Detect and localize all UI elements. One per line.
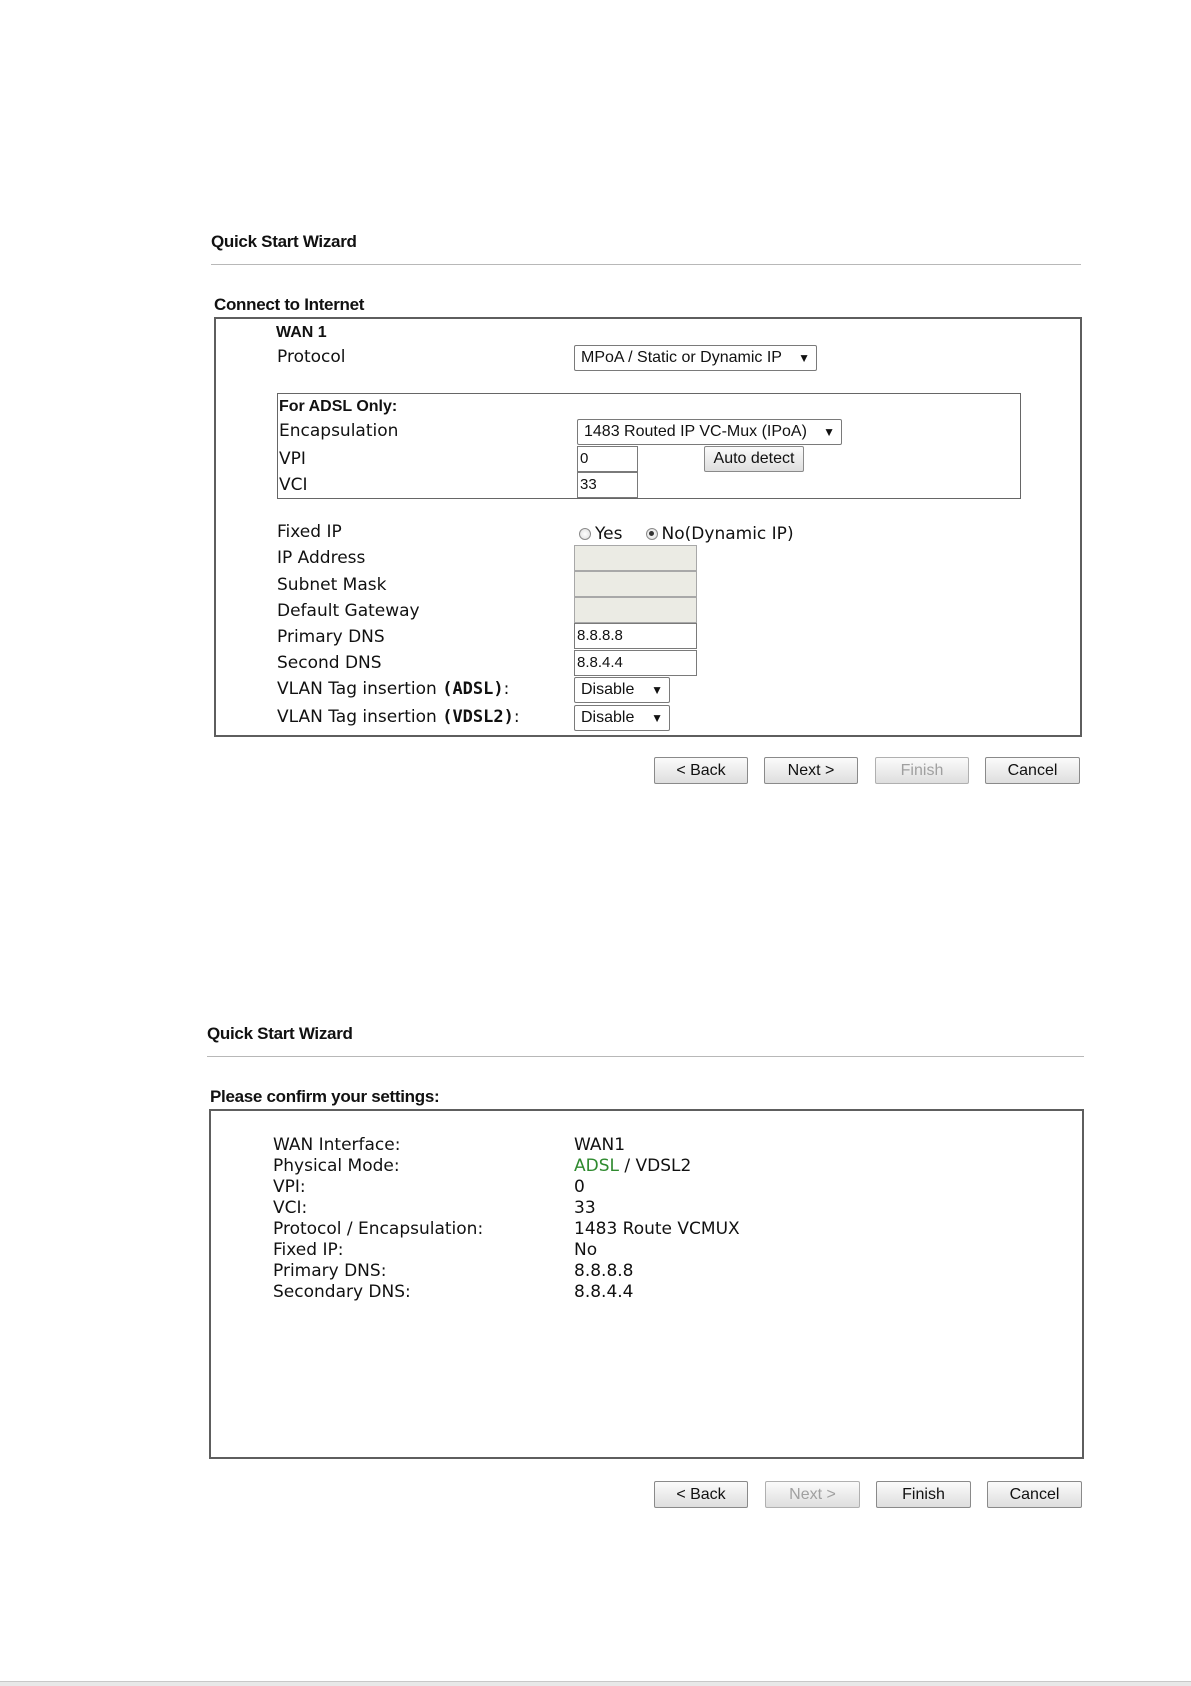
second-dns-label: Second DNS: [277, 653, 382, 673]
vlan-adsl-label-colon: :: [503, 679, 510, 699]
fixed-ip-yes-label: Yes: [595, 523, 623, 544]
dropdown-arrow-icon: ▼: [651, 683, 663, 697]
primary-dns-input[interactable]: 8.8.8.8: [574, 623, 697, 649]
page-bottom-edge: [0, 1681, 1191, 1686]
fixed-ip-no-label: No(Dynamic IP): [661, 523, 794, 544]
vlan-vdsl-select[interactable]: [574, 705, 670, 731]
vpi-label: VPI: [279, 449, 306, 469]
vlan-vdsl-label-colon: :: [513, 707, 520, 727]
protocol-select[interactable]: [574, 345, 817, 371]
wan-interface-label: WAN Interface:: [273, 1135, 401, 1155]
next-button[interactable]: Next >: [764, 757, 858, 784]
fixed-ip-value: No: [574, 1240, 598, 1260]
vlan-adsl-select-value: Disable: [581, 681, 635, 698]
title-divider: [211, 264, 1081, 265]
vlan-adsl-label-bold: (ADSL): [442, 679, 504, 699]
adsl-heading: For ADSL Only:: [279, 398, 398, 415]
title-divider: [207, 1056, 1084, 1057]
secondary-dns-label: Secondary DNS:: [273, 1282, 411, 1302]
second-dns-input[interactable]: 8.8.4.4: [574, 650, 697, 676]
cancel-button[interactable]: Cancel: [987, 1481, 1082, 1508]
vci-label: VCI:: [273, 1198, 308, 1218]
vpi-input[interactable]: 0: [577, 446, 638, 472]
encapsulation-label: Encapsulation: [279, 421, 399, 441]
vlan-vdsl-label-bold: (VDSL2): [442, 707, 514, 727]
fixed-ip-no-radio[interactable]: [646, 528, 658, 540]
physical-mode-value: [574, 1156, 691, 1176]
subnet-mask-label: Subnet Mask: [277, 575, 387, 595]
back-button[interactable]: < Back: [654, 1481, 748, 1508]
wan-interface-value: WAN1: [574, 1135, 626, 1155]
dropdown-arrow-icon: ▼: [651, 711, 663, 725]
cancel-button[interactable]: Cancel: [985, 757, 1080, 784]
wan-label: WAN 1: [276, 324, 327, 341]
section-title: Connect to Internet: [214, 295, 365, 314]
physical-mode-active: ADSL: [574, 1156, 619, 1176]
next-button[interactable]: Next >: [765, 1481, 860, 1508]
finish-button[interactable]: Finish: [875, 757, 969, 784]
vci-label: VCI: [279, 475, 308, 495]
dropdown-arrow-icon: ▼: [798, 351, 810, 365]
fixed-ip-yes-radio[interactable]: [579, 528, 591, 540]
ip-address-input[interactable]: [574, 545, 697, 571]
physical-mode-label: Physical Mode:: [273, 1156, 400, 1176]
protocol-label: Protocol / Encapsulation:: [273, 1219, 484, 1239]
fixed-ip-label: Fixed IP: [277, 522, 342, 542]
protocol-label: Protocol: [277, 347, 346, 367]
protocol-select-value: MPoA / Static or Dynamic IP: [581, 349, 782, 366]
vlan-vdsl-label: [277, 707, 520, 727]
protocol-value: 1483 Route VCMUX: [574, 1219, 740, 1239]
vlan-adsl-select[interactable]: [574, 677, 670, 703]
encapsulation-select[interactable]: [577, 419, 842, 445]
fixed-ip-label: Fixed IP:: [273, 1240, 344, 1260]
finish-button[interactable]: Finish: [876, 1481, 971, 1508]
default-gateway-input[interactable]: [574, 597, 697, 623]
vpi-label: VPI:: [273, 1177, 306, 1197]
fixed-ip-radio-group: [579, 523, 794, 544]
vci-input[interactable]: 33: [577, 472, 638, 498]
primary-dns-value: 8.8.8.8: [574, 1261, 634, 1281]
secondary-dns-value: 8.8.4.4: [574, 1282, 634, 1302]
ip-address-label: IP Address: [277, 548, 366, 568]
vlan-vdsl-label-text: VLAN Tag insertion: [277, 707, 443, 727]
vpi-value: 0: [574, 1177, 585, 1197]
primary-dns-label: Primary DNS: [277, 627, 385, 647]
vlan-vdsl-select-value: Disable: [581, 709, 635, 726]
back-button[interactable]: < Back: [654, 757, 748, 784]
auto-detect-button[interactable]: Auto detect: [704, 446, 804, 472]
vlan-adsl-label-text: VLAN Tag insertion: [277, 679, 443, 699]
wizard-title: Quick Start Wizard: [211, 232, 357, 251]
wizard-title: Quick Start Wizard: [207, 1024, 353, 1043]
subnet-mask-input[interactable]: [574, 571, 697, 597]
vlan-adsl-label: [277, 679, 509, 699]
default-gateway-label: Default Gateway: [277, 601, 420, 621]
encapsulation-select-value: 1483 Routed IP VC-Mux (IPoA): [584, 423, 807, 440]
dropdown-arrow-icon: ▼: [823, 425, 835, 439]
vci-value: 33: [574, 1198, 596, 1218]
section-title: Please confirm your settings:: [210, 1087, 440, 1106]
physical-mode-rest: / VDSL2: [618, 1156, 692, 1176]
primary-dns-label: Primary DNS:: [273, 1261, 387, 1281]
